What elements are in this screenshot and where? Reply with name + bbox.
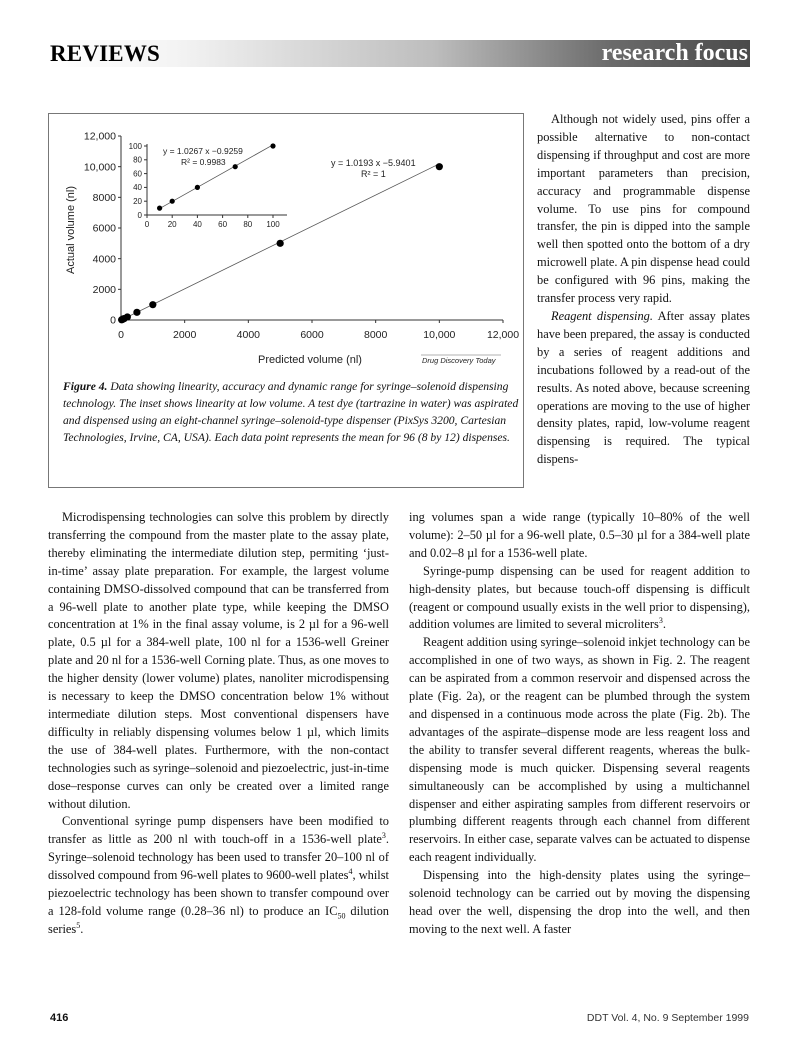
- main-data-point: [124, 313, 131, 320]
- ic50-subscript: 50: [337, 911, 346, 921]
- paragraph-high-density: Dispensing into the high-density plates using the syringe–solenoid technology can be carried out by moving the dispensing head over the well, dispensing the drop into the well, and then moving to the next well. A faster: [409, 868, 750, 936]
- main-y-tick-label: 2000: [92, 284, 116, 297]
- paragraph-dispense-volumes: ing volumes span a wide range (typically 10–80% of the well volume): 2–50 µl for a 96-well plate, 0.5–30 µl for a 384-well plate and 0.02–8 µl for a 1536-well plate.: [409, 510, 750, 560]
- main-y-tick-label: 8000: [92, 192, 116, 205]
- left-column: [48, 509, 389, 939]
- inset-data-point: [195, 185, 200, 190]
- main-x-tick-label: 6000: [300, 329, 324, 341]
- section-heading-reagent-dispensing: Reagent dispensing.: [551, 308, 653, 323]
- figure-caption-text: Data showing linearity, accuracy and dynamic range for syringe–solenoid dispensing technology. The inset shows linearity at low volume. A test dye (tartrazine in water) was aspirated and dispensed using an eight-channel syringe–solenoid-type dispenser (PixSys 3200, Cartesian Technologies, Irvine, CA, USA). Each data point represents the mean for 96 (8 by 12) dispenses.: [63, 380, 519, 444]
- figure-credit: Drug Discovery Today: [422, 356, 496, 365]
- paragraph-reagent-dispensing: After assay plates have been prepared, the assay is conducted by a series of reagent additions and incubations followed by a read-out of the results. As noted above, because screening operations are moving to the use of higher density plates, rapid, low-volume reagent dispensing is required. The typical dispens-: [537, 308, 751, 467]
- main-y-tick-label: 6000: [92, 222, 116, 235]
- inset-y-tick-label: 0: [137, 210, 142, 220]
- main-data-point: [133, 309, 140, 316]
- inset-x-tick-label: 100: [266, 220, 280, 229]
- inset-x-tick-label: 40: [192, 220, 202, 229]
- right-column-bottom: [409, 509, 750, 939]
- page-number: 416: [50, 1012, 69, 1024]
- inset-x-tick-label: 0: [144, 220, 150, 229]
- paragraph-conventional-syringe: Conventional syringe pump dispensers have been modified to transfer as little as 200 nl with touch-off in a 1536-well plate$^3$. Syringe–solenoid technology has been used to transfer 20–100 nl of dissolved compound from 96-well plates to 9600-well plates$^4$, whilst piezoelectric technology has been shown to transfer compound over a 128-fold volume range (0.28–36 nl) to produce an $IC_{50}$ dilution series$^5$.: [48, 814, 389, 936]
- main-x-tick-label: 2000: [172, 329, 197, 341]
- inset-y-tick-label: 100: [128, 141, 142, 151]
- main-x-tick-label: 10,000: [423, 329, 456, 341]
- inset-data-point: [233, 164, 238, 169]
- paragraph-pins: Although not widely used, pins offer a possible alternative to non-contact dispensing if throughput and cost are more important parameters than precision, accuracy and programmable dispense volume. To use pins for compound transfer, the pin is dipped into the sample well then spotted onto the bottom of a dry microwell plate. A pin dispense head could be configured with 96 pins, making the transfer process very rapid.: [537, 112, 750, 306]
- paragraph-reagent-addition: Reagent addition using syringe–solenoid inkjet technology can be accomplished in one of two ways, as shown in Fig. 2. The reagent can be aspirated from a common reservoir and dispensed across the plate (Fig. 2a), or the reagent can be plumbed through the system and dispensed in a continuous mode across the plate (Fig. 2b). The advantages of the aspirate–dispense mode are less reagent loss and the ability to transfer several different reagents, whereas the bulk-dispensing mode is much quicker. Dispensing several reagents simultaneously can be accomplished by using a multichannel dispenser and either aspirating samples from different reservoirs or plumbing different reagents through each channel from different reservoirs. In either case, separate valves can be actuated to dispense each reagent individually.: [409, 635, 750, 865]
- inset-y-tick-label: 80: [133, 155, 142, 165]
- inset-r-squared: R² = 0.9983: [181, 157, 226, 167]
- main-y-tick-label: 12,000: [83, 130, 116, 143]
- figure-4-chart: [49, 114, 523, 376]
- main-y-tick-label: 0: [110, 314, 116, 327]
- inset-fit-equation: y = 1.0267 x −0.9259: [163, 146, 243, 156]
- inset-y-tick-label: 20: [133, 197, 142, 206]
- main-y-tick-label: 4000: [92, 253, 116, 266]
- section-label: REVIEWS: [50, 41, 161, 66]
- main-y-label: Actual volume (nl): [65, 185, 77, 275]
- ref-4: 4: [348, 867, 353, 876]
- main-data-point: [436, 163, 443, 170]
- inset-x-tick-label: 80: [243, 220, 253, 229]
- ref-3: 3: [381, 831, 386, 841]
- main-x-tick-label: 8000: [363, 329, 388, 341]
- figure-caption-label: Figure 4.: [63, 380, 108, 393]
- main-fit-equation: y = 1.0193 x −5.9401: [331, 158, 416, 168]
- inset-data-point: [170, 199, 175, 204]
- inset-x-tick-label: 60: [218, 220, 228, 229]
- right-column-top: [537, 111, 750, 469]
- main-data-point: [277, 240, 284, 247]
- journal-citation: DDT Vol. 4, No. 9 September 1999: [586, 1012, 749, 1024]
- section-focus-label: research focus: [601, 40, 748, 66]
- main-x-label: Predicted volume (nl): [258, 354, 362, 366]
- figure-caption: [63, 378, 523, 446]
- main-x-tick-label: 0: [118, 329, 124, 341]
- inset-data-point: [270, 143, 275, 148]
- main-x-tick-label: 12,000: [486, 329, 520, 341]
- inset-y-tick-label: 60: [133, 169, 142, 179]
- ref-3b: 3: [658, 616, 663, 626]
- paragraph-microdispensing: Microdispensing technologies can solve this problem by directly transferring the compound from the master plate to the assay plate, thereby eliminating the intermediate dilution step, permiting ‘just-in-time’ assay plate preparation. For example, the largest volume containing DMSO-dissolved compound that can be transferred from a 96-well plate to another plate type, while keeping the DMSO concentration at 1% in the final assay volume, is 2 µl for a 96-well plate, 0.5 µl for a 384-well plate, 100 nl for a 1536-well Greiner plate and 20 nl for a 1536-well Corning plate. Thus, as one moves to the higher density (lower volume) plates, nanoliter microdispensing is necessary to keep the DMSO concentration below 1% without intermediate dilution steps. Most conventional dispensers have difficulty in reliably dispensing volumes below 1 µl, which limits the use of 384-well plates. Furthermore, with the non-contact technologies such as syringe–solenoid and piezoelectric, just-in-time dose–response curves can only be created over a limited range without dilution.: [48, 510, 389, 811]
- main-x-tick-label: 4000: [236, 329, 261, 341]
- main-data-point: [149, 301, 156, 308]
- inset-data-point: [157, 206, 162, 211]
- paragraph-syringe-pump: Syringe-pump dispensing can be used for reagent addition to high-density plates, but because touch-off dispensing is difficult (reagent or compound usually exists in the well prior to dispensing), addition volumes are limited to several microliters$^3$.: [409, 563, 750, 632]
- main-y-tick-label: 10,000: [83, 161, 116, 174]
- ref-5: 5: [76, 920, 81, 930]
- inset-x-tick-label: 20: [167, 220, 177, 229]
- inset-y-tick-label: 40: [133, 183, 142, 193]
- main-r-squared: R² = 1: [361, 169, 386, 179]
